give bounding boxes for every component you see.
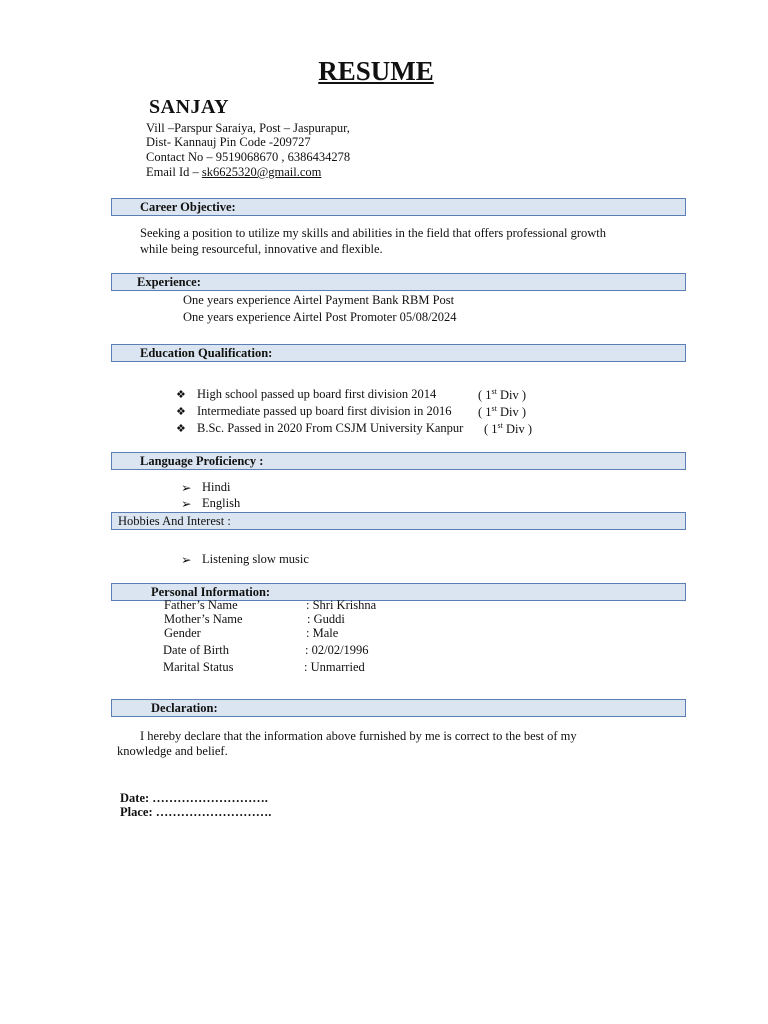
email-link[interactable]: sk6625320@gmail.com [201, 165, 322, 179]
experience-item: One years experience Airtel Payment Bank RBM Post [183, 293, 455, 307]
email-label: Email Id – [146, 165, 202, 179]
education-item [176, 421, 186, 436]
declaration-header [111, 699, 686, 717]
personal-value: : Male [306, 626, 339, 640]
personal-label: Gender [164, 626, 201, 640]
date-placeholder: ………………………. [152, 791, 268, 805]
place-line [120, 805, 271, 820]
arrow-bullet-icon: ➢ [181, 497, 192, 511]
personal-label: Date of Birth [163, 643, 229, 657]
personal-value: : Unmarried [304, 660, 365, 674]
hobby-item: Listening slow music [202, 552, 309, 566]
personal-info-heading: Personal Information: [151, 585, 271, 599]
experience-header [111, 273, 686, 291]
candidate-name: SANJAY [149, 96, 230, 118]
hobbies-heading: Hobbies And Interest : [118, 514, 231, 528]
education-item-text: B.Sc. Passed in 2020 From CSJM University Kanpur [197, 421, 464, 435]
date-label: Date: [120, 791, 150, 805]
contact-phone: Contact No – 9519068670 , 6386434278 [146, 150, 351, 164]
career-objective-header [111, 198, 686, 216]
diamond-bullet-icon: ❖ [176, 423, 186, 435]
date-line [120, 791, 268, 806]
education-item [176, 404, 186, 419]
education-division: ( 1st Div ) [478, 387, 527, 403]
career-objective-heading: Career Objective: [140, 200, 236, 214]
experience-item: One years experience Airtel Post Promoter 05/08/2024 [183, 310, 457, 324]
address-line-1: Vill –Parspur Saraiya, Post – Jaspurapur, [146, 121, 350, 135]
education-division: ( 1st Div ) [484, 421, 533, 437]
personal-label: Marital Status [163, 660, 234, 674]
career-objective-line-2: while being resourceful, innovative and flexible. [140, 242, 383, 256]
declaration-line-2: knowledge and belief. [117, 744, 228, 758]
education-item-text: Intermediate passed up board first division in 2016 [197, 404, 452, 418]
declaration-heading: Declaration: [151, 701, 218, 715]
education-item [176, 387, 186, 402]
education-division: ( 1st Div ) [478, 404, 527, 420]
language-header [111, 452, 686, 470]
career-objective-line-1: Seeking a position to utilize my skills and abilities in the field that offers professional growth [140, 226, 607, 240]
language-item: English [202, 496, 241, 510]
education-item-text: High school passed up board first division 2014 [197, 387, 437, 401]
arrow-bullet-icon: ➢ [181, 553, 192, 567]
personal-label: Mother’s Name [164, 612, 243, 626]
place-placeholder: ………………………. [155, 805, 272, 819]
personal-value: : Shri Krishna [306, 598, 377, 612]
diamond-bullet-icon: ❖ [176, 389, 186, 401]
declaration-line-1: I hereby declare that the information above furnished by me is correct to the best of my [140, 729, 577, 743]
resume-title: RESUME [318, 56, 434, 86]
experience-heading: Experience: [137, 275, 201, 289]
hobbies-header [111, 512, 686, 530]
education-header [111, 344, 686, 362]
personal-value: : 02/02/1996 [305, 643, 369, 657]
contact-email [146, 165, 321, 180]
personal-label: Father’s Name [164, 598, 238, 612]
education-heading: Education Qualification: [140, 346, 273, 360]
language-heading: Language Proficiency : [140, 454, 264, 468]
language-item: Hindi [202, 480, 231, 494]
diamond-bullet-icon: ❖ [176, 406, 186, 418]
place-label: Place: [120, 805, 153, 819]
address-line-2: Dist- Kannauj Pin Code -209727 [146, 135, 311, 149]
personal-value: : Guddi [307, 612, 345, 626]
arrow-bullet-icon: ➢ [181, 481, 192, 495]
